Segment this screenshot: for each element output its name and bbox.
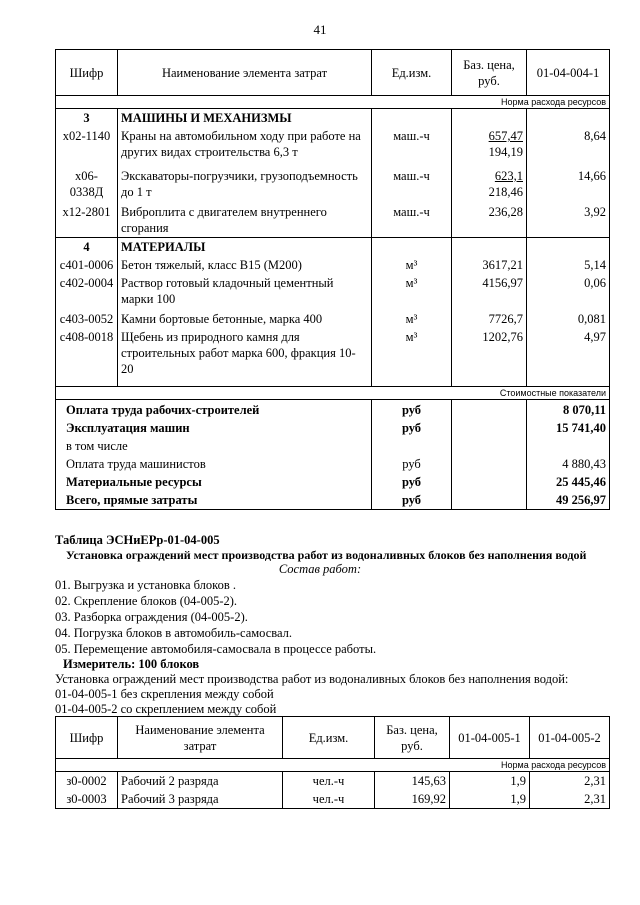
row-price: 169,92 <box>375 790 450 809</box>
row-price: 4156,97 <box>452 274 527 308</box>
total-value: 25 445,46 <box>527 473 610 491</box>
row-unit: м³ <box>372 328 452 386</box>
table-row <box>56 790 610 809</box>
meter-line: Измеритель: 100 блоков <box>63 657 200 671</box>
header-norm-1: 01-04-005-1 <box>450 717 530 759</box>
row-price: 7726,7 <box>452 308 527 328</box>
section-title: МАТЕРИАЛЫ <box>118 238 372 257</box>
row-name: Камни бортовые бетонные, марка 400 <box>118 308 372 328</box>
row-name: Виброплита с двигателем внутреннего сгорания <box>118 201 372 238</box>
row-unit: м³ <box>372 274 452 308</box>
resource-table-01-04-005 <box>55 716 610 809</box>
row-name: Раствор готовый кладочный цементный марки 100 <box>118 274 372 308</box>
row-price: 657,47 <box>488 129 523 143</box>
row-norm: 8,64 <box>527 127 610 161</box>
description-line: Установка ограждений мест производства работ из водоналивных блоков без наполнения водой: <box>55 672 569 686</box>
total-label: Оплата труда рабочих-строителей <box>56 399 372 419</box>
total-value: 4 880,43 <box>527 455 610 473</box>
header-price: Баз. цена, руб. <box>452 50 527 96</box>
row-code: с401-0006 <box>56 256 118 274</box>
variant-line: 01-04-005-1 без скрепления между собой <box>55 687 274 701</box>
header-unit: Ед.изм. <box>372 50 452 96</box>
row-norm-2: 2,31 <box>530 772 610 791</box>
row-name: Рабочий 3 разряда <box>118 790 283 809</box>
total-label: в том числе <box>56 437 372 455</box>
row-code: х06-0338Д <box>56 161 118 201</box>
header-norm-2: 01-04-005-2 <box>530 717 610 759</box>
row-name: Рабочий 2 разряда <box>118 772 283 791</box>
total-row <box>56 437 610 455</box>
section-code: 4 <box>56 238 118 257</box>
header-unit: Ед.изм. <box>283 717 375 759</box>
row-unit: чел.-ч <box>283 790 375 809</box>
row-unit: чел.-ч <box>283 772 375 791</box>
row-code: с403-0052 <box>56 308 118 328</box>
total-label: Материальные ресурсы <box>56 473 372 491</box>
total-row <box>56 473 610 491</box>
total-row <box>56 419 610 437</box>
row-unit: маш.-ч <box>372 127 452 161</box>
work-step: 02. Скрепление блоков (04-005-2). <box>55 594 238 608</box>
row-price-secondary: 218,46 <box>488 185 523 199</box>
row-price: 623,1 <box>494 169 523 183</box>
variant-line: 01-04-005-2 со скреплением между собой <box>55 702 277 716</box>
row-unit: маш.-ч <box>372 201 452 238</box>
work-step: 05. Перемещение автомобиля-самосвала в процессе работы. <box>55 642 377 656</box>
header-price: Баз. цена, руб. <box>375 717 450 759</box>
table-row <box>56 274 610 308</box>
row-code: з0-0002 <box>56 772 118 791</box>
total-unit: руб <box>372 473 452 491</box>
total-unit: руб <box>372 455 452 473</box>
section-title: МАШИНЫ И МЕХАНИЗМЫ <box>118 109 372 128</box>
header-code: Шифр <box>56 717 118 759</box>
row-norm: 4,97 <box>527 328 610 386</box>
cost-caption: Стоимостные показатели <box>56 386 610 399</box>
table-row <box>56 772 610 791</box>
row-norm-2: 2,31 <box>530 790 610 809</box>
row-price-secondary: 194,19 <box>488 145 523 159</box>
row-norm-1: 1,9 <box>450 790 530 809</box>
table-subtitle: Установка ограждений мест производства работ из водоналивных блоков без наполнения водой <box>66 548 587 562</box>
row-unit: м³ <box>372 256 452 274</box>
row-norm: 0,06 <box>527 274 610 308</box>
row-price: 3617,21 <box>452 256 527 274</box>
total-value: 15 741,40 <box>527 419 610 437</box>
row-name: Экскаваторы-погрузчики, грузоподъемность до 1 т <box>118 161 372 201</box>
row-code: с408-0018 <box>56 328 118 386</box>
row-name: Краны на автомобильном ходу при работе на других видах строительства 6,3 т <box>118 127 372 161</box>
total-row <box>56 399 610 419</box>
row-price: 145,63 <box>375 772 450 791</box>
row-unit: маш.-ч <box>372 161 452 201</box>
row-price: 236,28 <box>452 201 527 238</box>
norm-caption: Норма расхода ресурсов <box>56 759 610 772</box>
row-name: Бетон тяжелый, класс В15 (М200) <box>118 256 372 274</box>
row-norm: 3,92 <box>527 201 610 238</box>
row-norm: 5,14 <box>527 256 610 274</box>
row-code: с402-0004 <box>56 274 118 308</box>
table-row <box>56 308 610 328</box>
work-step: 04. Погрузка блоков в автомобиль-самосвал. <box>55 626 293 640</box>
table-row <box>56 256 610 274</box>
table-row <box>56 161 610 201</box>
total-unit: руб <box>372 419 452 437</box>
total-value: 49 256,97 <box>527 491 610 510</box>
resource-table-01-04-004 <box>55 49 610 510</box>
total-unit: руб <box>372 491 452 510</box>
total-label: Эксплуатация машин <box>56 419 372 437</box>
table-title: Таблица ЭСНиЕРр-01-04-005 <box>55 533 220 547</box>
header-name: Наименование элемента затрат <box>118 50 372 96</box>
header-name: Наименование элемента затрат <box>118 717 283 759</box>
header-code: Шифр <box>56 50 118 96</box>
work-step: 03. Разборка ограждения (04-005-2). <box>55 610 248 624</box>
table-row <box>56 201 610 238</box>
row-norm: 14,66 <box>527 161 610 201</box>
header-norm: 01-04-004-1 <box>527 50 610 96</box>
row-code: з0-0003 <box>56 790 118 809</box>
total-label: Оплата труда машинистов <box>56 455 372 473</box>
work-step: 01. Выгрузка и установка блоков . <box>55 578 236 592</box>
norm-caption: Норма расхода ресурсов <box>56 96 610 109</box>
row-price: 1202,76 <box>452 328 527 386</box>
table-row <box>56 328 610 386</box>
row-norm-1: 1,9 <box>450 772 530 791</box>
row-unit: м³ <box>372 308 452 328</box>
row-code: х12-2801 <box>56 201 118 238</box>
page-number: 41 <box>313 22 327 37</box>
total-value: 8 070,11 <box>527 399 610 419</box>
row-name: Щебень из природного камня для строительных работ марка 600, фракция 10-20 <box>118 328 372 386</box>
row-norm: 0,081 <box>527 308 610 328</box>
section-code: 3 <box>56 109 118 128</box>
total-label: Всего, прямые затраты <box>56 491 372 510</box>
row-code: х02-1140 <box>56 127 118 161</box>
composition-heading: Состав работ: <box>278 562 362 576</box>
total-unit: руб <box>372 399 452 419</box>
total-row <box>56 455 610 473</box>
total-row <box>56 491 610 510</box>
table-row <box>56 127 610 161</box>
